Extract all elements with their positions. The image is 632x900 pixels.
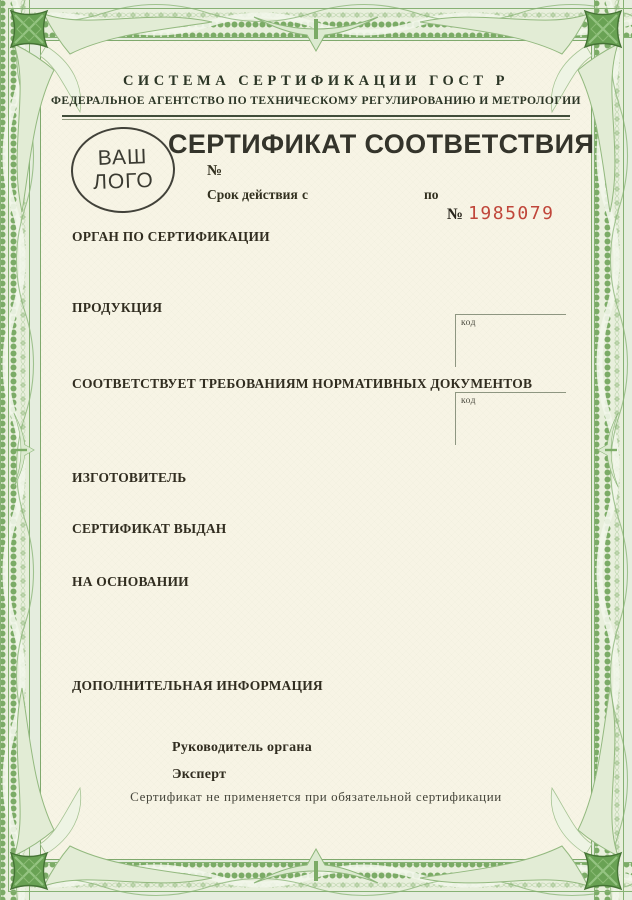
field-on-basis-of: НА ОСНОВАНИИ bbox=[72, 574, 189, 589]
product-code-label: код bbox=[461, 318, 476, 328]
field-product: ПРОДУКЦИЯ bbox=[72, 300, 163, 315]
logo-placeholder bbox=[70, 125, 177, 215]
signature-expert-label: Эксперт bbox=[172, 767, 227, 782]
logo-text-line2: ЛОГО bbox=[92, 168, 155, 195]
validity-label: Срок действия bbox=[207, 187, 298, 202]
validity-from-label: с bbox=[302, 187, 308, 202]
system-heading: СИСТЕМА СЕРТИФИКАЦИИ ГОСТ Р bbox=[122, 73, 510, 89]
field-certification-body: ОРГАН ПО СЕРТИФИКАЦИИ bbox=[72, 229, 270, 244]
field-certificate-issued-to: СЕРТИФИКАТ ВЫДАН bbox=[72, 521, 227, 536]
logo-text-line1: ВАШ bbox=[97, 145, 148, 170]
conforms-code-box bbox=[455, 392, 566, 445]
validity-to-label: по bbox=[424, 187, 439, 202]
serial-number-sign: № bbox=[447, 206, 464, 223]
product-code-box bbox=[455, 314, 566, 367]
agency-heading: ФЕДЕРАЛЬНОЕ АГЕНТСТВО ПО ТЕХНИЧЕСКОМУ РЕГУЛИРОВАНИЮ И МЕТРОЛОГИИ bbox=[51, 94, 581, 107]
conforms-code-label: код bbox=[461, 396, 476, 406]
header-divider bbox=[62, 115, 570, 120]
signature-head-of-body-label: Руководитель органа bbox=[172, 740, 313, 755]
field-manufacturer: ИЗГОТОВИТЕЛЬ bbox=[72, 470, 187, 485]
footnote: Сертификат не применяется при обязательной сертификации bbox=[130, 789, 502, 804]
serial-number-block bbox=[447, 205, 554, 223]
certificate-number-label: № bbox=[207, 163, 223, 179]
serial-number-value: 1985079 bbox=[468, 203, 555, 224]
field-additional-information: ДОПОЛНИТЕЛЬНАЯ ИНФОРМАЦИЯ bbox=[72, 678, 323, 693]
certificate-title: СЕРТИФИКАТ СООТВЕТСТВИЯ bbox=[168, 129, 595, 159]
field-conforms-to-requirements: СООТВЕТСТВУЕТ ТРЕБОВАНИЯМ НОРМАТИВНЫХ ДОКУМЕНТОВ bbox=[72, 376, 533, 391]
validity-period-row bbox=[207, 188, 507, 202]
